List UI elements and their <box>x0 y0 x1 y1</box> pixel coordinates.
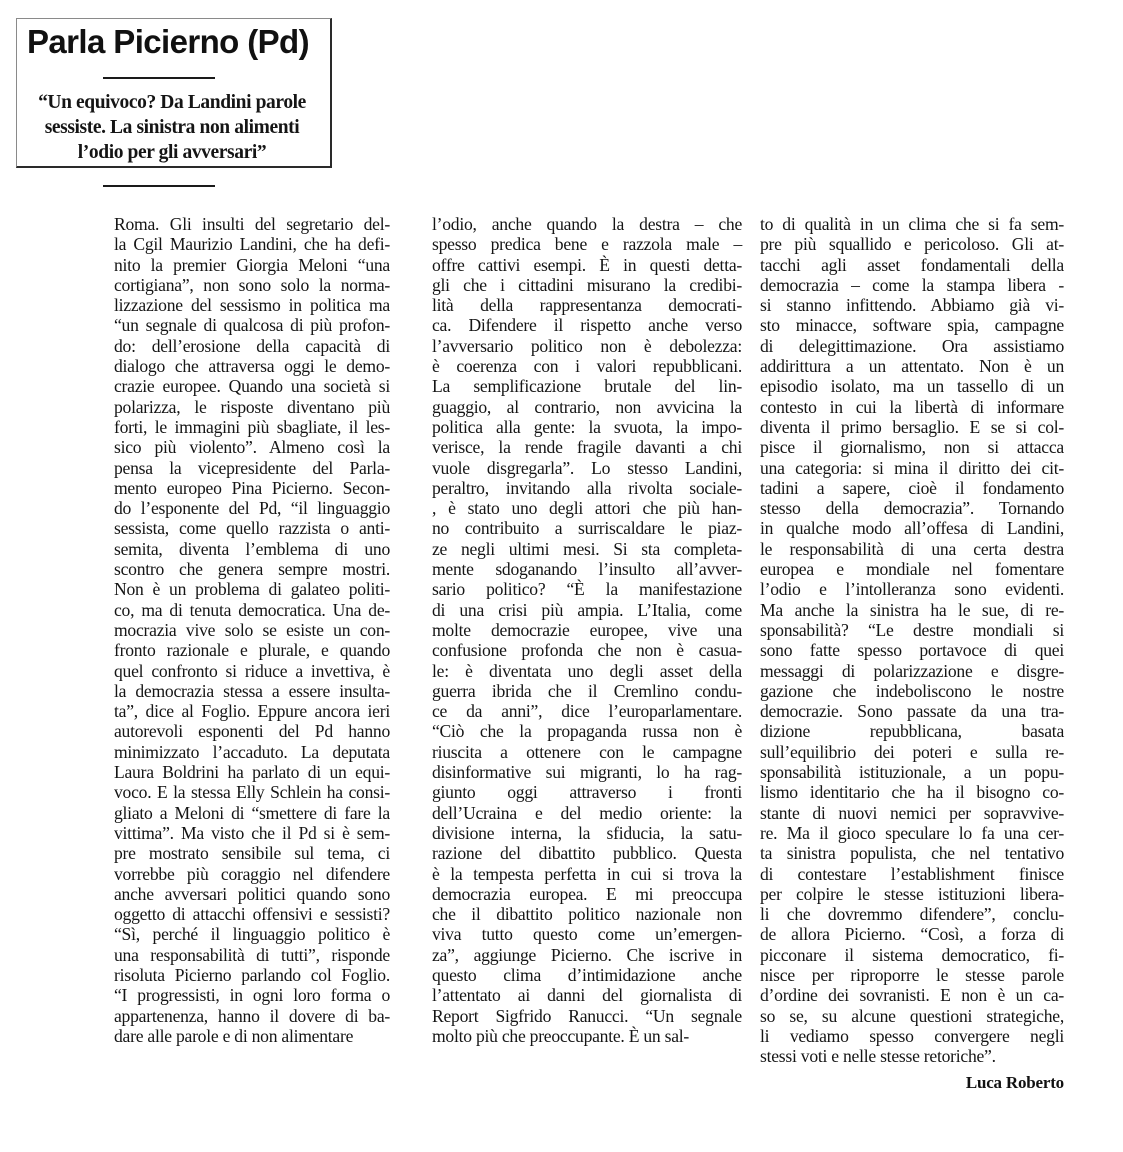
text-line: d’ordine dei sovranisti. E non è un ca- <box>760 985 1064 1006</box>
text-line: de allora Picierno. “Così, a forza di <box>760 924 1064 945</box>
text-line: polarizza, le risposte diventano più <box>114 396 390 417</box>
text-line: spesso predica bene e razzola male – <box>432 234 742 255</box>
text-line: mente sdoganando l’insulto all’avver- <box>432 559 742 580</box>
text-line: è coerenza con i valori repubblicani. <box>432 356 742 377</box>
text-line: li che dovremmo difendere”, conclu- <box>760 904 1064 925</box>
article-column-3 <box>760 214 1064 1066</box>
text-line: do l’esponente del Pd, “il linguaggio <box>114 498 390 519</box>
text-line: ta”, dice al Foglio. Eppure ancora ieri <box>114 701 390 722</box>
text-line: za”, aggiunge Picierno. Che iscrive in <box>432 944 742 965</box>
text-line: stante di nuovi nemici per sopravvive- <box>760 802 1064 823</box>
text-line: razione del dibattito pubblico. Questa <box>432 843 742 864</box>
text-line: li vediamo spesso convergere negli <box>760 1025 1064 1046</box>
text-line: riuscita a ottenere con le campagne <box>432 741 742 762</box>
text-line: una categoria: si mina il diritto dei cit- <box>760 457 1064 478</box>
text-line: ce da anni”, dice l’europarlamentare. <box>432 701 742 722</box>
text-line: vuole disgregarla”. Lo stesso Landini, <box>432 457 742 478</box>
text-line: re. Ma il gioco speculare lo fa una cer- <box>760 822 1064 843</box>
text-line: tacchi agli asset fondamentali della <box>760 254 1064 275</box>
text-line: offre cattivi esempi. È in questi detta- <box>432 254 742 275</box>
text-line: lismo identitario che ha il bisogno co- <box>760 782 1064 803</box>
text-line: “Sì, perché il linguaggio politico è <box>114 924 390 945</box>
text-line: anche avversari politici quando sono <box>114 883 390 904</box>
text-line: stesso della democrazia”. Tornando <box>760 498 1064 519</box>
text-line: sull’equilibrio dei poteri e sulla re- <box>760 741 1064 762</box>
text-line: europea e mondiale nel fomentare <box>760 559 1064 580</box>
subheadline: “Un equivoco? Da Landini parole sessiste. La sinistra non alimenti l’odio per gli avversari” <box>38 92 306 163</box>
text-line: pisce il giornalismo, non si attacca <box>760 437 1064 458</box>
text-line: do: dell’erosione della capacità di <box>114 335 390 356</box>
text-line: , è stato uno degli attori che più han- <box>432 498 742 519</box>
text-line: gli che i cittadini misurano la credibi- <box>432 274 742 295</box>
text-line: “Ciò che la propaganda russa non è <box>432 721 742 742</box>
text-line: mento europeo Pina Picierno. Secon- <box>114 477 390 498</box>
text-line: l’odio, anche quando la destra – che <box>432 214 742 234</box>
text-line: messaggi di polarizzazione e disgre- <box>760 660 1064 681</box>
text-line: in qualche modo all’offesa di Landini, <box>760 518 1064 539</box>
text-line: pre più squallido e pericoloso. Gli at- <box>760 234 1064 255</box>
text-line: guaggio, al contrario, non avvicina la <box>432 396 742 417</box>
text-line: contesto in cui la libertà di informare <box>760 396 1064 417</box>
text-line: sico più violento”. Almeno così la <box>114 437 390 458</box>
text-line: sponsabilità istituzionale, a un popu- <box>760 762 1064 783</box>
divider-rule-top <box>103 77 215 79</box>
text-line: la Cgil Maurizio Landini, che ha defi- <box>114 234 390 255</box>
text-line: di una crisi più ampia. L’Italia, come <box>432 599 742 620</box>
text-line: giunto oggi attraverso i fronti <box>432 782 742 803</box>
headline: Parla Picierno (Pd) <box>26 23 310 60</box>
text-line: l’attentato ai danni del giornalista di <box>432 985 742 1006</box>
text-line: una responsabilità di tutti”, risponde <box>114 944 390 965</box>
text-line: si stanno infittendo. Abbiamo già vi- <box>760 295 1064 316</box>
text-line: è la tempesta perfetta in cui si trova la <box>432 863 742 884</box>
text-line: molto più che preoccupante. È un sal- <box>432 1025 690 1046</box>
text-line: le responsabilità di una certa destra <box>760 538 1064 559</box>
text-line: peraltro, invitando alla rivolta sociale- <box>432 477 742 498</box>
text-line: “un segnale di qualcosa di più profon- <box>114 315 390 336</box>
text-line: voco. E la stessa Elly Schlein ha consi- <box>114 782 390 803</box>
text-line: stessi voti e nelle stesse retoriche”. <box>760 1046 996 1067</box>
text-line: tadini a sapere, cioè il fondamento <box>760 477 1064 498</box>
text-line: Non è un problema di galateo politi- <box>114 579 390 600</box>
text-line: appartenenza, hanno il dovere di ba- <box>114 1005 390 1026</box>
author-byline: Luca Roberto <box>965 1073 1064 1092</box>
text-line: democrazie. Sono passate da una tra- <box>760 701 1064 722</box>
text-line: semita, diventa l’emblema di uno <box>114 538 390 559</box>
text-line: dialogo che attraversa oggi le demo- <box>114 356 390 377</box>
text-line: to di qualità in un clima che si fa sem- <box>760 214 1064 234</box>
text-line: forti, le immagini più sbagliate, il les- <box>114 416 390 437</box>
text-line: addirittura a un attentato. Non è un <box>760 356 1064 377</box>
text-line: so se, su alcune questioni strategiche, <box>760 1005 1064 1026</box>
text-line: Roma. Gli insulti del segretario del- <box>114 214 390 234</box>
text-line: molte democrazie europee, vive una <box>432 619 742 640</box>
text-line: pensa la vicepresidente del Parla- <box>114 457 390 478</box>
text-line: democrazia – come la stampa libera - <box>760 274 1064 295</box>
text-line: ze negli ultimi mesi. Si sta completa- <box>432 538 742 559</box>
text-line: dell’Ucraina e del medio oriente: la <box>432 802 742 823</box>
text-line: democrazia europea. E mi preoccupa <box>432 883 742 904</box>
text-line: sto minacce, software spia, campagne <box>760 315 1064 336</box>
text-line: cortigiana”, non sono solo la norma- <box>114 274 390 295</box>
text-line: diventa il primo bersaglio. E se si col- <box>760 416 1064 437</box>
text-line: risoluta Picierno parlando col Foglio. <box>114 964 390 985</box>
text-line: lità della rappresentanza democrati- <box>432 295 742 316</box>
text-line: sessista, come quello razzista o anti- <box>114 518 390 539</box>
text-line: di contestare l’establishment finisce <box>760 863 1064 884</box>
text-line: sponsabilità? “Le destre mondiali si <box>760 619 1064 640</box>
text-line: nisce per riproporre le stesse parole <box>760 964 1064 985</box>
text-line: l’odio e l’intolleranza sono evidenti. <box>760 579 1064 600</box>
text-line: dizione repubblicana, basata <box>760 721 1064 742</box>
text-line: co, ma di tenuta democratica. Una de- <box>114 599 390 620</box>
text-line: divisione interna, la sfiducia, la satu- <box>432 822 742 843</box>
text-line: gliato a Meloni di “smettere di fare la <box>114 802 390 823</box>
text-line: ta sinistra populista, che nel tentativo <box>760 843 1064 864</box>
text-line: lizzazione del sessismo in politica ma <box>114 295 390 316</box>
text-line: politica alla gente: la svuota, la impo- <box>432 416 742 437</box>
text-line: ca. Difendere il rispetto anche verso <box>432 315 742 336</box>
divider-rule-bottom <box>103 185 215 187</box>
text-line: confusione profonda che non è casua- <box>432 640 742 661</box>
text-line: La semplificazione brutale del lin- <box>432 376 742 397</box>
text-line: le: è diventata uno degli asset della <box>432 660 742 681</box>
text-line: mocrazia vive solo se esiste un con- <box>114 619 390 640</box>
text-line: verisce, la rende fragile davanti a chi <box>432 437 742 458</box>
text-line: dare alle parole e di non alimentare <box>114 1025 354 1046</box>
text-line: pre mostrato sensibile sul tema, ci <box>114 843 390 864</box>
article-column-2 <box>432 214 742 1046</box>
text-line: fronto razionale e plurale, e quando <box>114 640 390 661</box>
text-line: sono fatte spesso portavoce di quei <box>760 640 1064 661</box>
text-line: che il dibattito politico nazionale non <box>432 904 742 925</box>
text-line: questo clima d’intimidazione anche <box>432 964 742 985</box>
text-line: per colpire le stesse istituzioni libera- <box>760 883 1064 904</box>
text-line: Ma anche la sinistra ha le sue, di re- <box>760 599 1064 620</box>
text-line: “I progressisti, in ogni loro forma o <box>114 985 390 1006</box>
text-line: guerra ibrida che il Cremlino condu- <box>432 680 742 701</box>
text-line: la democrazia stessa a essere insulta- <box>114 680 390 701</box>
text-line: quel confronto si riduce a invettiva, è <box>114 660 390 681</box>
text-line: disinformative sui migranti, lo ha rag- <box>432 762 742 783</box>
text-line: oggetto di attacchi offensivi e sessisti? <box>114 904 390 925</box>
text-line: gazione che indeboliscono le nostre <box>760 680 1064 701</box>
text-line: no contribuito a surriscaldare le piaz- <box>432 518 742 539</box>
text-line: picconare il sistema democratico, fi- <box>760 944 1064 965</box>
text-line: Laura Boldrini ha parlato di un equi- <box>114 762 390 783</box>
text-line: crazie europee. Quando una società si <box>114 376 390 397</box>
text-line: vorrebbe più coraggio nel difendere <box>114 863 390 884</box>
text-line: di delegittimazione. Ora assistiamo <box>760 335 1064 356</box>
text-line: minimizzato l’accaduto. La deputata <box>114 741 390 762</box>
text-line: vittima”. Ma visto che il Pd si è sem- <box>114 822 390 843</box>
text-line: Report Sigfrido Ranucci. “Un segnale <box>432 1005 742 1026</box>
text-line: autorevoli esponenti del Pd hanno <box>114 721 390 742</box>
text-line: viva tutto questo come un’emergen- <box>432 924 742 945</box>
text-line: episodio isolato, ma un tassello di un <box>760 376 1064 397</box>
text-line: sario politico? “È la manifestazione <box>432 579 742 600</box>
text-line: l’avversario politico non è debolezza: <box>432 335 742 356</box>
text-line: nito la premier Giorgia Meloni “una <box>114 254 390 275</box>
text-line: scontro che genera sempre mostri. <box>114 559 390 580</box>
article-column-1 <box>114 214 390 1046</box>
